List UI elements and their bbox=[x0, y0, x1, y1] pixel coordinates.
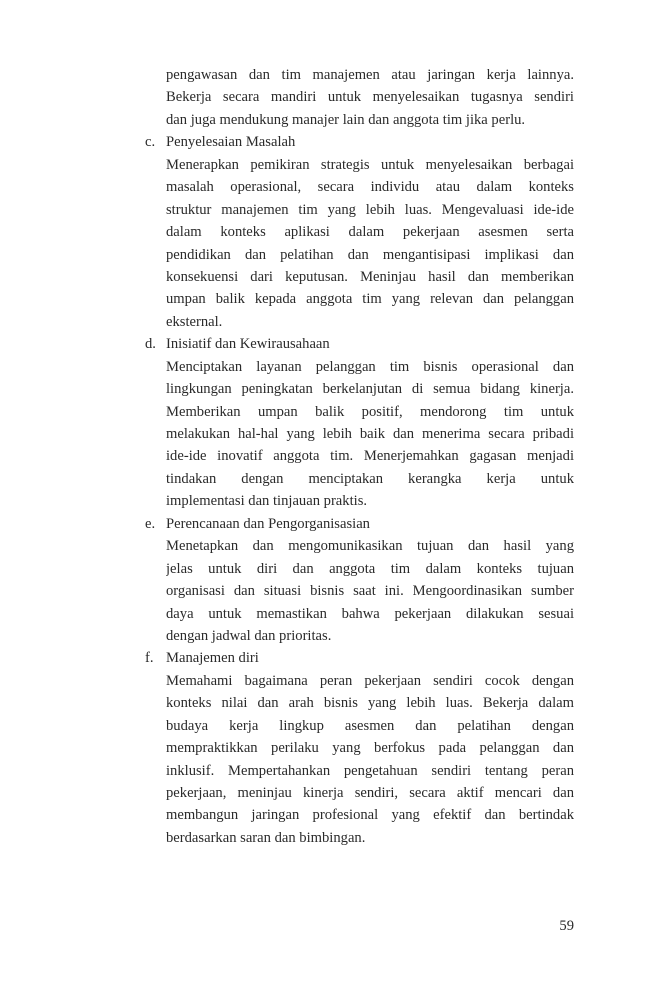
paragraph-line: jelas untuk diri dan anggota tim dalam konteks tujuan bbox=[166, 560, 574, 577]
paragraph-line: Menciptakan layanan pelanggan tim bisnis operasional dan bbox=[166, 358, 574, 375]
paragraph-line: pengawasan dan tim manajemen atau jaringan kerja lainnya. bbox=[166, 67, 574, 83]
paragraph-line: masalah operasional, secara individu atau dalam konteks bbox=[166, 179, 574, 196]
section-title: Penyelesaian Masalah bbox=[166, 134, 296, 151]
section-paragraph bbox=[145, 670, 575, 850]
paragraph-line: berdasarkan saran dan bimbingan. bbox=[166, 829, 366, 846]
paragraph-line: Menerapkan pemikiran strategis untuk menyelesaikan berbagai bbox=[166, 156, 574, 173]
section-heading bbox=[145, 131, 575, 153]
paragraph-line: membangun jaringan profesional yang efektif dan bertindak bbox=[166, 807, 574, 824]
section-heading bbox=[145, 647, 575, 669]
section-d bbox=[145, 333, 575, 513]
paragraph-line: Menetapkan dan mengomunikasikan tujuan dan hasil yang bbox=[166, 538, 574, 555]
section-heading bbox=[145, 513, 575, 535]
paragraph-line: implementasi dan tinjauan praktis. bbox=[166, 493, 368, 510]
section-paragraph bbox=[145, 154, 575, 334]
paragraph-line: melakukan hal-hal yang lebih baik dan menerima secara pribadi bbox=[166, 426, 574, 442]
document-body bbox=[145, 64, 575, 849]
paragraph-line: ide-ide inovatif anggota tim. Menerjemahkan gagasan menjadi bbox=[166, 448, 574, 465]
list-marker: c. bbox=[145, 134, 156, 151]
section-paragraph bbox=[145, 356, 575, 513]
paragraph-line: eksternal. bbox=[166, 313, 223, 330]
paragraph-line: struktur manajemen tim yang lebih luas. Mengevaluasi ide-ide bbox=[166, 201, 574, 218]
section-list bbox=[145, 131, 575, 849]
list-marker: d. bbox=[145, 336, 156, 353]
section-title: Perencanaan dan Pengorganisasian bbox=[166, 515, 370, 532]
paragraph-line: dengan jadwal dan prioritas. bbox=[166, 627, 332, 644]
section-heading bbox=[145, 333, 575, 355]
section-title: Inisiatif dan Kewirausahaan bbox=[166, 336, 330, 353]
paragraph-line: inklusif. Mempertahankan pengetahuan sendiri tentang peran bbox=[166, 762, 574, 779]
section-f bbox=[145, 647, 575, 849]
paragraph-line: pekerjaan, meninjau kinerja sendiri, secara aktif mencari dan bbox=[166, 785, 574, 801]
list-marker: e. bbox=[145, 515, 156, 532]
section-e bbox=[145, 513, 575, 648]
paragraph-line: Memberikan umpan balik positif, mendorong tim untuk bbox=[166, 403, 574, 420]
intro-paragraph bbox=[145, 64, 575, 131]
paragraph-line: dan juga mendukung manajer lain dan anggota tim jika perlu. bbox=[166, 111, 526, 128]
paragraph-line: pendidikan dan pelatihan dan mengantisipasi implikasi dan bbox=[166, 246, 574, 263]
paragraph-line: Memahami bagaimana peran pekerjaan sendiri cocok dengan bbox=[166, 672, 574, 689]
paragraph-line: konsekuensi dari keputusan. Meninjau hasil dan memberikan bbox=[166, 268, 574, 285]
paragraph-line: organisasi dan situasi bisnis saat ini. Mengoordinasikan sumber bbox=[166, 583, 574, 600]
list-marker: f. bbox=[145, 650, 154, 667]
section-paragraph bbox=[145, 535, 575, 647]
paragraph-line: konteks nilai dan arah bisnis yang lebih luas. Bekerja dalam bbox=[166, 695, 574, 712]
paragraph-line: lingkungan peningkatan berkelanjutan di semua bidang kinerja. bbox=[166, 381, 574, 398]
paragraph-line: mempraktikkan perilaku yang berfokus pada pelanggan dan bbox=[166, 740, 574, 757]
paragraph-line: budaya kerja lingkup asesmen dan pelatihan dengan bbox=[166, 717, 574, 734]
paragraph-line: tindakan dengan menciptakan kerangka kerja untuk bbox=[166, 470, 574, 487]
paragraph-line: dalam konteks aplikasi dalam pekerjaan asesmen serta bbox=[166, 224, 574, 241]
paragraph-line: Bekerja secara mandiri untuk menyelesaikan tugasnya sendiri bbox=[166, 89, 574, 106]
section-c bbox=[145, 131, 575, 333]
paragraph-line: umpan balik kepada anggota tim yang relevan dan pelanggan bbox=[166, 291, 574, 308]
page-number: 59 bbox=[559, 918, 574, 934]
paragraph-line: daya untuk memastikan bahwa pekerjaan dilakukan sesuai bbox=[166, 605, 574, 622]
section-title: Manajemen diri bbox=[166, 650, 259, 667]
